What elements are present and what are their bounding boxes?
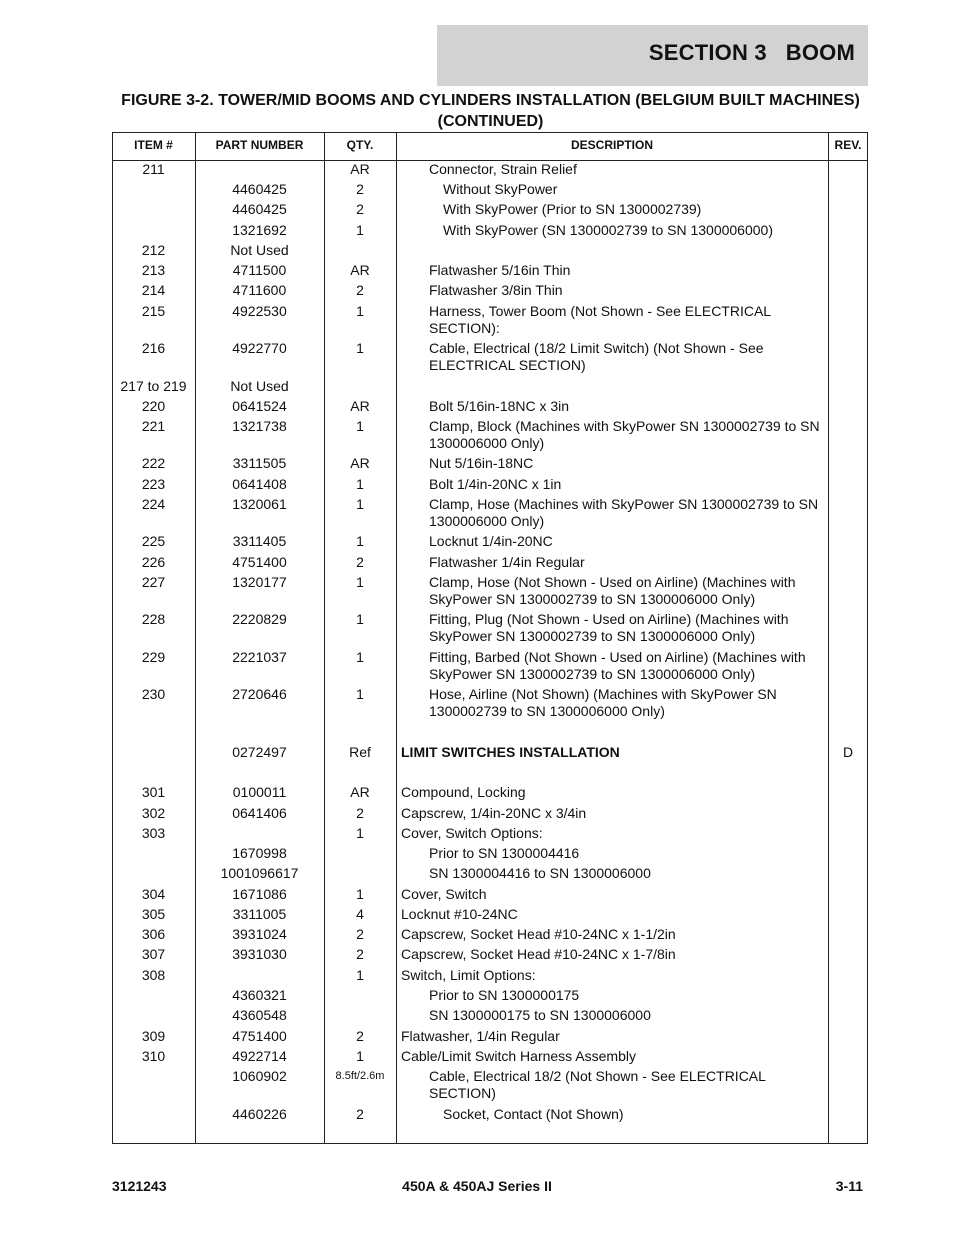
item-number: 215	[141, 303, 166, 319]
part-number: 4922770	[232, 340, 287, 356]
item-number: 212	[141, 242, 166, 258]
item-number: 226	[141, 554, 166, 570]
item-number: 303	[141, 825, 166, 841]
quantity: 1	[356, 222, 364, 238]
item-number: 230	[141, 686, 166, 702]
quantity: AR	[350, 262, 370, 278]
description: Fitting, Barbed (Not Shown - Used on Airline) (Machines with SkyPower SN 1300002739 to SN 1300006000 Only)	[429, 649, 806, 682]
item-number: 305	[141, 906, 166, 922]
part-number: 3931024	[232, 926, 287, 942]
item-number: 211	[142, 161, 165, 177]
item-number: 310	[141, 1048, 166, 1064]
description: Nut 5/16in-18NC	[429, 455, 534, 471]
description: With SkyPower (SN 1300002739 to SN 1300006000)	[443, 222, 773, 238]
part-number: 4922530	[232, 303, 287, 319]
item-number: 222	[141, 455, 166, 471]
description: Capscrew, 1/4in-20NC x 3/4in	[401, 805, 587, 821]
quantity: 1	[356, 611, 364, 627]
description: Cover, Switch Options:	[401, 825, 543, 841]
part-number: 4922714	[232, 1048, 287, 1064]
item-number: 220	[141, 398, 166, 414]
part-number: 4360548	[232, 1007, 287, 1023]
part-number: Not Used	[230, 378, 289, 394]
quantity: 2	[356, 946, 364, 962]
part-number: 1320061	[232, 496, 287, 512]
part-number: 1320177	[232, 574, 287, 590]
description: Cable, Electrical 18/2 (Not Shown - See ELECTRICAL SECTION)	[429, 1068, 766, 1101]
item-number: 307	[141, 946, 166, 962]
part-number: 4460425	[232, 201, 287, 217]
description: Compound, Locking	[401, 784, 526, 800]
part-number: 3311405	[232, 533, 287, 549]
item-number: 227	[141, 574, 166, 590]
item-number: 216	[141, 340, 166, 356]
part-number: 1321692	[232, 222, 287, 238]
item-number: 309	[141, 1028, 166, 1044]
section-title: SECTION 3 BOOM	[648, 40, 855, 65]
quantity: 1	[356, 967, 364, 983]
description: Flatwasher 5/16in Thin	[429, 262, 571, 278]
part-number: 3311505	[232, 455, 287, 471]
description: Flatwasher, 1/4in Regular	[401, 1028, 560, 1044]
footer-model: 450A & 450AJ Series II	[402, 1178, 552, 1194]
description: Bolt 5/16in-18NC x 3in	[429, 398, 570, 414]
footer-page-number: 3-11	[835, 1178, 863, 1194]
part-number: 3311005	[232, 906, 287, 922]
quantity: 1	[356, 886, 364, 902]
description: Prior to SN 1300004416	[429, 845, 580, 861]
description: Flatwasher 3/8in Thin	[429, 282, 563, 298]
part-number: 2221037	[232, 649, 287, 665]
quantity: AR	[350, 161, 370, 177]
item-number: 301	[141, 784, 166, 800]
item-number: 224	[141, 496, 166, 512]
part-number: 1671086	[232, 886, 287, 902]
part-number: 4751400	[232, 554, 287, 570]
item-number: 214	[141, 282, 166, 298]
column-header-item: ITEM #	[134, 138, 173, 152]
quantity: 2	[356, 282, 364, 298]
quantity: 1	[356, 303, 364, 319]
description: Hose, Airline (Not Shown) (Machines with SkyPower SN 1300002739 to SN 1300006000 Only)	[429, 686, 777, 719]
description: Connector, Strain Relief	[429, 161, 577, 177]
part-number: 0100011	[232, 784, 287, 800]
column-header-rev: REV.	[834, 138, 862, 152]
footer-doc-number: 3121243	[112, 1178, 167, 1194]
item-number: 217 to 219	[120, 378, 187, 394]
item-number: 306	[141, 926, 166, 942]
column-header-part-number: PART NUMBER	[215, 138, 304, 152]
quantity: 4	[356, 906, 364, 922]
quantity: 2	[356, 1106, 364, 1122]
description: Locknut 1/4in-20NC	[429, 533, 553, 549]
item-number: 304	[141, 886, 166, 902]
item-number: 308	[141, 967, 166, 983]
part-number: 3931030	[232, 946, 287, 962]
column-header-description: DESCRIPTION	[570, 138, 653, 152]
column-header-qty: QTY.	[346, 138, 374, 152]
part-number: 4711500	[232, 262, 287, 278]
description: Clamp, Block (Machines with SkyPower SN 1300002739 to SN 1300006000 Only)	[429, 418, 820, 451]
quantity: 1	[356, 825, 364, 841]
part-number: 1060902	[232, 1068, 287, 1084]
quantity: 2	[356, 181, 364, 197]
description: With SkyPower (Prior to SN 1300002739)	[443, 201, 702, 217]
description: Clamp, Hose (Not Shown - Used on Airline) (Machines with SkyPower SN 1300002739 to SN 1300006000 Only)	[429, 574, 796, 607]
description: Cable/Limit Switch Harness Assembly	[401, 1048, 636, 1064]
description: Bolt 1/4in-20NC x 1in	[429, 476, 562, 492]
description: Capscrew, Socket Head #10-24NC x 1-7/8in	[401, 946, 676, 962]
part-number: 0641406	[232, 805, 287, 821]
quantity: 2	[356, 1028, 364, 1044]
quantity: 8.5ft/2.6m	[335, 1070, 385, 1082]
quantity: 1	[356, 418, 364, 434]
description: Cable, Electrical (18/2 Limit Switch) (Not Shown - See ELECTRICAL SECTION)	[429, 340, 764, 373]
description: LIMIT SWITCHES INSTALLATION	[401, 744, 620, 760]
quantity: Ref	[349, 744, 371, 760]
quantity: 1	[356, 649, 364, 665]
item-number: 213	[141, 262, 166, 278]
part-number: 0641524	[232, 398, 287, 414]
part-number: 4711600	[232, 282, 287, 298]
description: SN 1300000175 to SN 1300006000	[429, 1007, 651, 1023]
part-number: 2720646	[232, 686, 287, 702]
part-number: 4460226	[232, 1106, 287, 1122]
description: Fitting, Plug (Not Shown - Used on Airline) (Machines with SkyPower SN 1300002739 to SN 1300006000 Only)	[429, 611, 789, 644]
part-number: 0272497	[232, 744, 287, 760]
revision: D	[842, 744, 854, 760]
quantity: AR	[350, 455, 370, 471]
part-number: 4360321	[232, 987, 287, 1003]
description: Harness, Tower Boom (Not Shown - See ELECTRICAL SECTION):	[429, 303, 771, 336]
part-number: 1001096617	[220, 865, 299, 881]
quantity: 1	[356, 340, 364, 356]
quantity: 1	[356, 496, 364, 512]
quantity: 2	[356, 554, 364, 570]
quantity: 2	[356, 926, 364, 942]
description: Cover, Switch	[401, 886, 487, 902]
part-number: 4460425	[232, 181, 287, 197]
description: Clamp, Hose (Machines with SkyPower SN 1300002739 to SN 1300006000 Only)	[429, 496, 819, 529]
description: Capscrew, Socket Head #10-24NC x 1-1/2in	[401, 926, 676, 942]
description: Prior to SN 1300000175	[429, 987, 580, 1003]
quantity: 1	[356, 533, 364, 549]
description: Switch, Limit Options:	[401, 967, 536, 983]
part-number: Not Used	[230, 242, 289, 258]
part-number: 0641408	[232, 476, 287, 492]
part-number: 1321738	[232, 418, 287, 434]
quantity: 1	[356, 574, 364, 590]
item-number: 229	[141, 649, 166, 665]
quantity: 2	[356, 201, 364, 217]
part-number: 1670998	[232, 845, 287, 861]
quantity: 1	[356, 1048, 364, 1064]
item-number: 221	[141, 418, 166, 434]
quantity: AR	[350, 398, 370, 414]
description: Locknut #10-24NC	[401, 906, 518, 922]
description: SN 1300004416 to SN 1300006000	[429, 865, 651, 881]
part-number: 2220829	[232, 611, 287, 627]
item-number: 225	[141, 533, 166, 549]
quantity: 1	[356, 476, 364, 492]
description: Socket, Contact (Not Shown)	[443, 1106, 624, 1122]
description: Flatwasher 1/4in Regular	[429, 554, 585, 570]
item-number: 228	[141, 611, 166, 627]
description: Without SkyPower	[443, 181, 558, 197]
quantity: AR	[350, 784, 370, 800]
quantity: 1	[356, 686, 364, 702]
quantity: 2	[356, 805, 364, 821]
item-number: 223	[141, 476, 166, 492]
item-number: 302	[141, 805, 166, 821]
figure-title: FIGURE 3-2. TOWER/MID BOOMS AND CYLINDERS INSTALLATION (BELGIUM BUILT MACHINES) (CONTINUED)	[121, 92, 860, 130]
part-number: 4751400	[232, 1028, 287, 1044]
